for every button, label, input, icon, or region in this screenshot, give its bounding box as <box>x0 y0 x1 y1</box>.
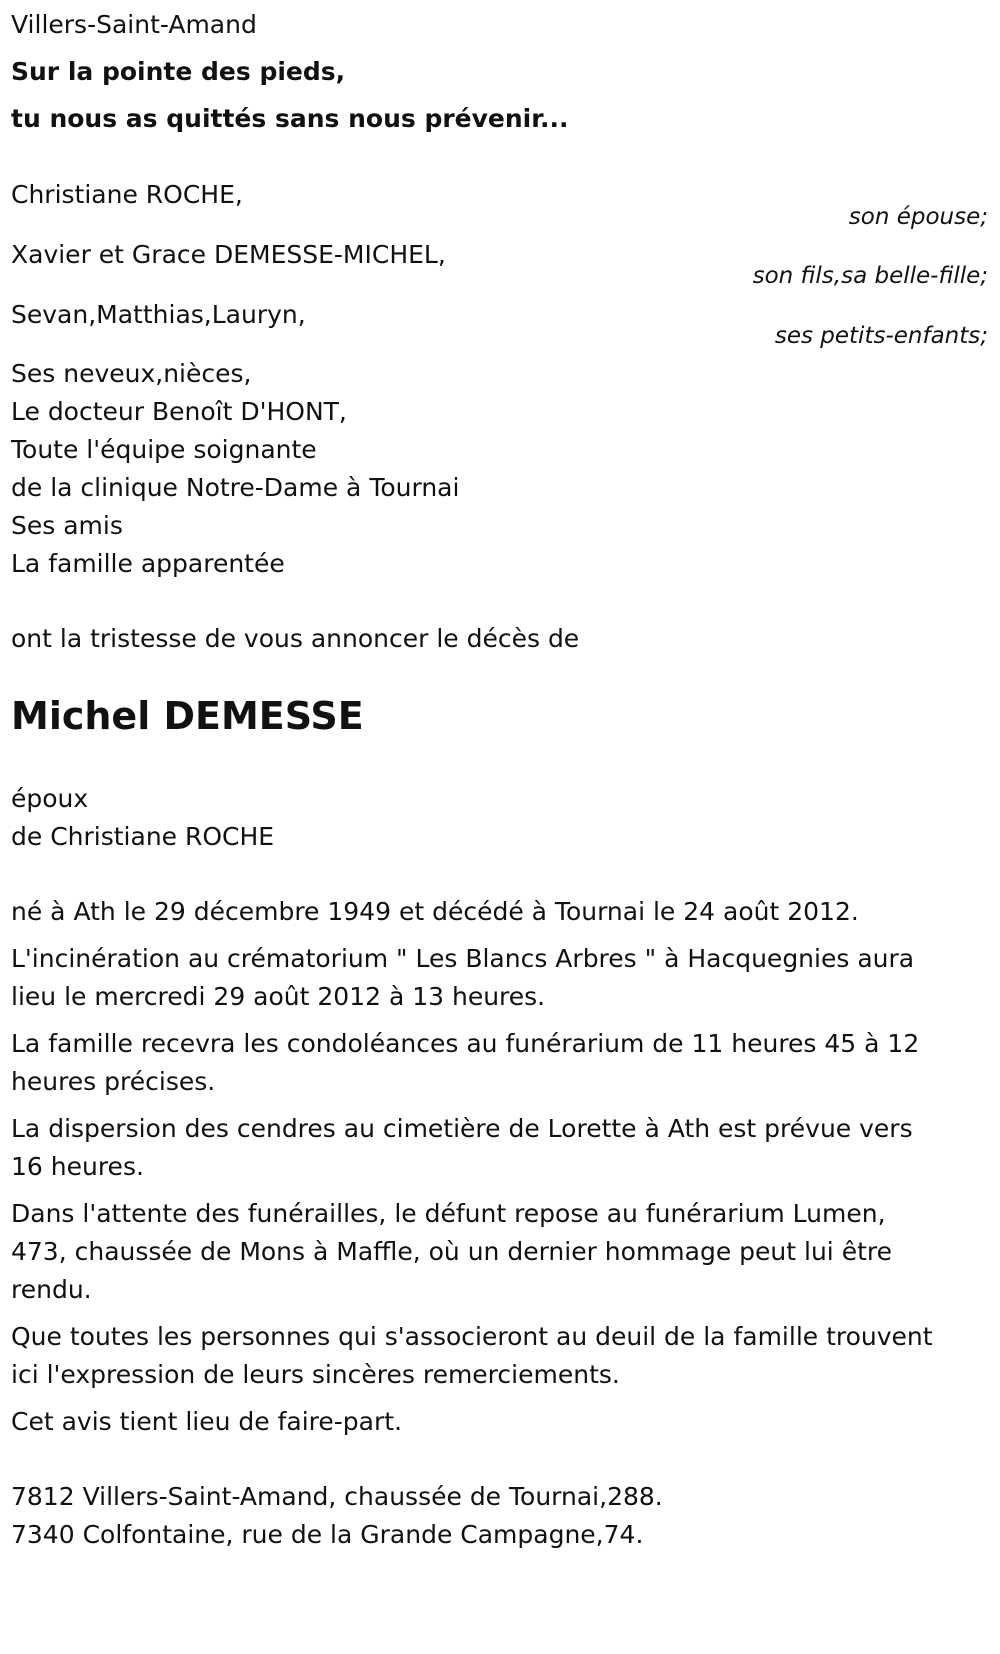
quote-line-2: tu nous as quittés sans nous prévenir... <box>11 104 569 133</box>
thanks-line-2: ici l'expression de leurs sincères remerciements. <box>11 1360 620 1389</box>
address-line: 7812 Villers-Saint-Amand, chaussée de Tournai,288. <box>11 1482 663 1511</box>
others-line: Ses amis <box>11 511 123 540</box>
birth-death-line: né à Ath le 29 décembre 1949 et décédé à Tournai le 24 août 2012. <box>11 897 859 926</box>
others-line: de la clinique Notre-Dame à Tournai <box>11 473 460 502</box>
incineration-line-2: lieu le mercredi 29 août 2012 à 13 heures. <box>11 982 546 1011</box>
deceased-relation-2: de Christiane ROCHE <box>11 822 275 851</box>
repose-line-3: rendu. <box>11 1275 92 1304</box>
repose-line-2: 473, chaussée de Mons à Maffle, où un dernier hommage peut lui être <box>11 1237 892 1266</box>
deceased-relation-1: époux <box>11 784 89 813</box>
quote-line-1: Sur la pointe des pieds, <box>11 57 346 86</box>
incineration-line-1: L'incinération au crématorium " Les Blancs Arbres " à Hacquegnies aura <box>11 944 915 973</box>
family-name-grandchildren: Sevan,Matthias,Lauryn, <box>11 300 306 329</box>
family-role-spouse: son épouse; <box>848 204 988 230</box>
condolences-line-2: heures précises. <box>11 1067 216 1096</box>
others-line: Ses neveux,nièces, <box>11 359 252 388</box>
others-line: Le docteur Benoît D'HONT, <box>11 397 347 426</box>
dispersion-line-1: La dispersion des cendres au cimetière de Lorette à Ath est prévue vers <box>11 1114 913 1143</box>
family-name-spouse: Christiane ROCHE, <box>11 180 243 209</box>
others-line: La famille apparentée <box>11 549 285 578</box>
family-role-grandchildren: ses petits-enfants; <box>774 323 988 349</box>
family-role-son: son fils,sa belle-fille; <box>752 263 988 289</box>
deceased-name: Michel DEMESSE <box>11 694 364 738</box>
family-name-son: Xavier et Grace DEMESSE-MICHEL, <box>11 240 446 269</box>
repose-line-1: Dans l'attente des funérailles, le défunt repose au funérarium Lumen, <box>11 1199 886 1228</box>
condolences-line-1: La famille recevra les condoléances au funérarium de 11 heures 45 à 12 <box>11 1029 920 1058</box>
announcement-text: ont la tristesse de vous annoncer le décès de <box>11 624 580 653</box>
dispersion-line-2: 16 heures. <box>11 1152 144 1181</box>
others-line: Toute l'équipe soignante <box>11 435 317 464</box>
notice-line: Cet avis tient lieu de faire-part. <box>11 1407 403 1436</box>
address-line: 7340 Colfontaine, rue de la Grande Campagne,74. <box>11 1520 644 1549</box>
location-header: Villers-Saint-Amand <box>11 10 257 39</box>
thanks-line-1: Que toutes les personnes qui s'associeront au deuil de la famille trouvent <box>11 1322 933 1351</box>
